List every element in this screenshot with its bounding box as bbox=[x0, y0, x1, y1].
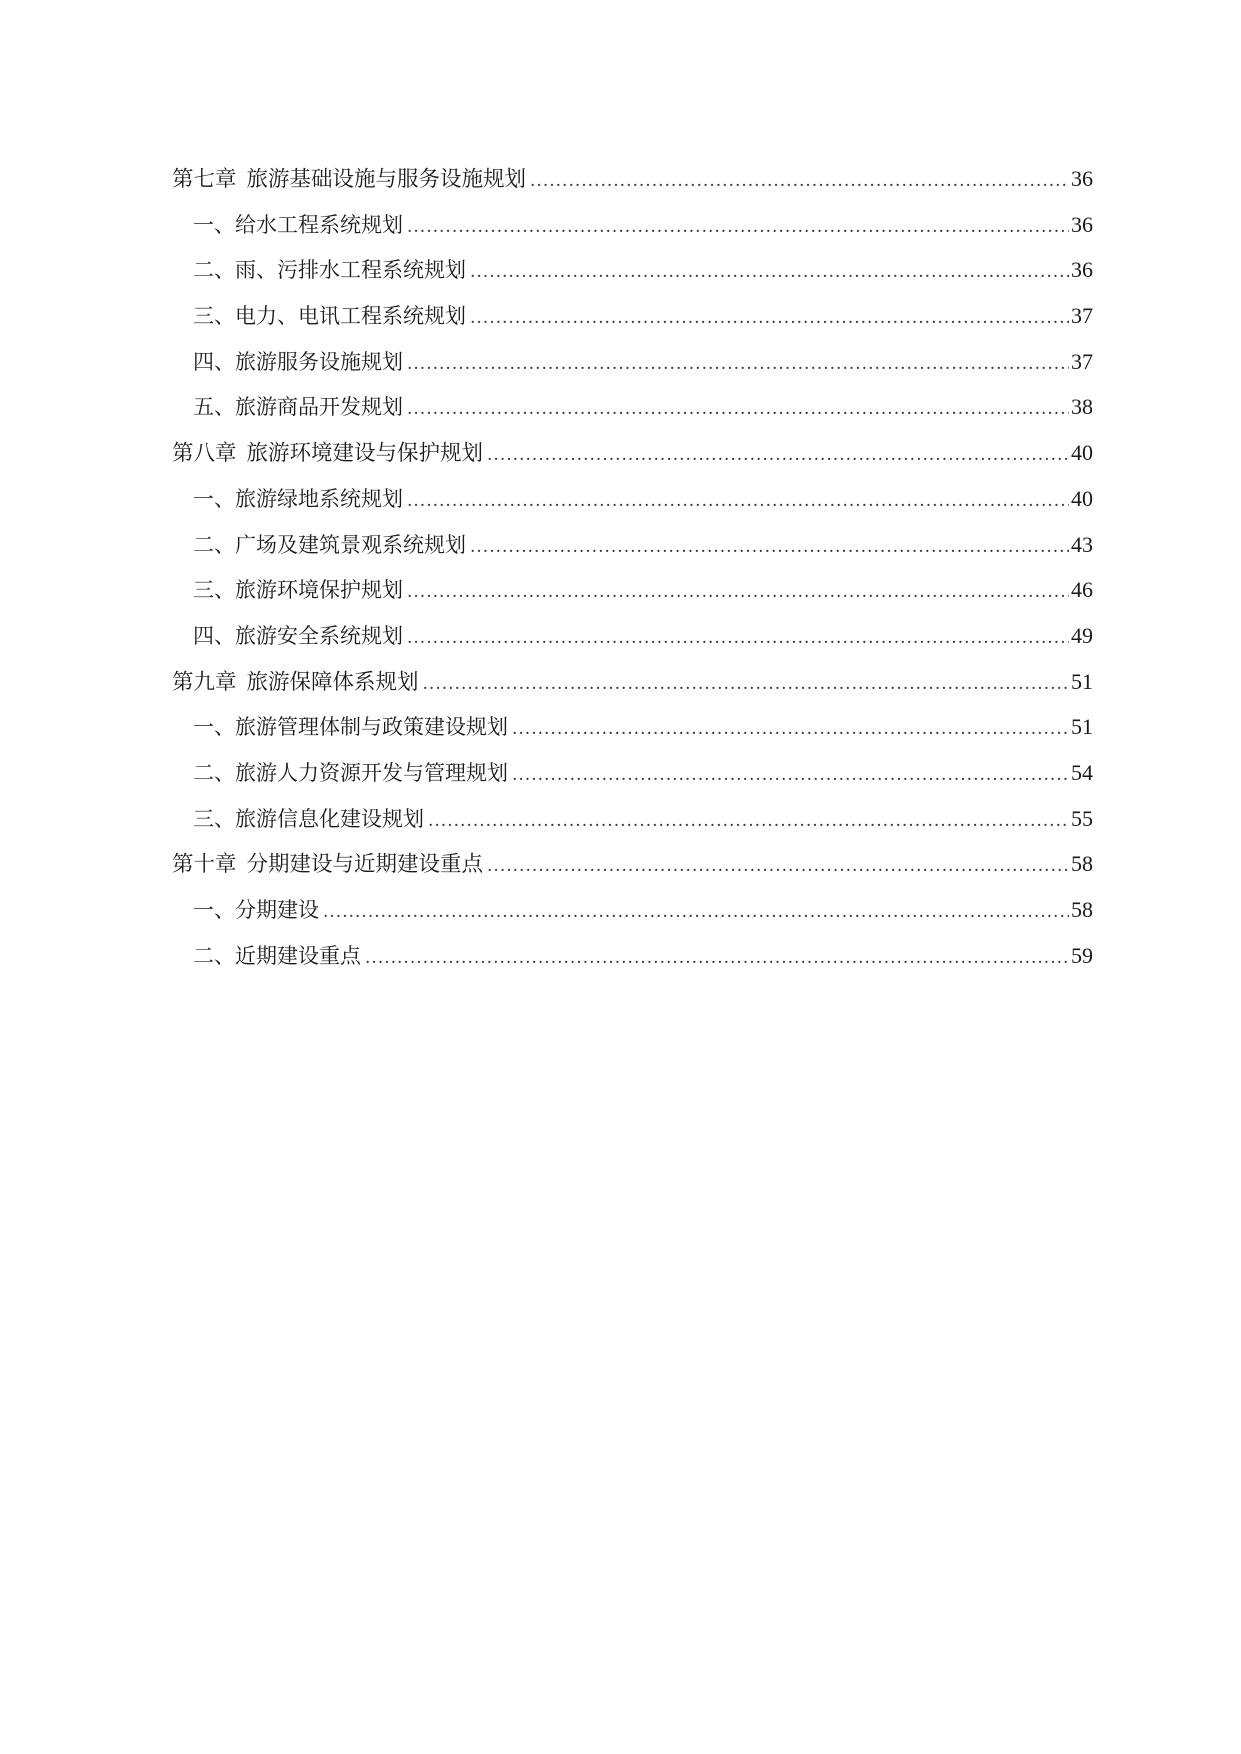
section-title: 五、旅游商品开发规划 bbox=[193, 395, 403, 420]
page-number: 38 bbox=[1071, 394, 1093, 420]
section-title: 一、旅游绿地系统规划 bbox=[193, 486, 403, 511]
toc-section[interactable] bbox=[172, 933, 1093, 979]
section-title: 四、旅游服务设施规划 bbox=[193, 349, 403, 374]
page-number: 55 bbox=[1071, 805, 1093, 831]
page-number: 58 bbox=[1071, 851, 1093, 877]
section-title: 一、分期建设 bbox=[193, 898, 319, 922]
toc-entry-title bbox=[172, 842, 483, 888]
dot-leader bbox=[407, 570, 1069, 616]
dot-leader bbox=[530, 159, 1069, 205]
page-number: 46 bbox=[1071, 577, 1093, 603]
section-title: 一、旅游管理体制与政策建设规划 bbox=[193, 715, 508, 740]
dot-leader bbox=[470, 525, 1069, 571]
toc-chapter-10[interactable] bbox=[172, 841, 1093, 887]
dot-leader bbox=[407, 479, 1069, 525]
page-number: 37 bbox=[1071, 348, 1093, 374]
page-number: 40 bbox=[1071, 485, 1093, 511]
section-title: 二、雨、污排水工程系统规划 bbox=[193, 258, 466, 283]
section-title: 四、旅游安全系统规划 bbox=[193, 623, 403, 648]
toc-chapter-7[interactable] bbox=[172, 156, 1093, 202]
dot-leader bbox=[407, 342, 1069, 388]
dot-leader bbox=[512, 753, 1069, 799]
toc-section[interactable] bbox=[172, 247, 1093, 293]
page-number: 43 bbox=[1071, 531, 1093, 557]
dot-leader bbox=[407, 205, 1069, 251]
toc-section[interactable] bbox=[172, 202, 1093, 248]
chapter-number: 第九章 bbox=[172, 669, 237, 695]
page-number: 54 bbox=[1071, 759, 1093, 785]
toc-section[interactable] bbox=[172, 887, 1093, 933]
dot-leader bbox=[428, 799, 1069, 845]
dot-leader bbox=[512, 707, 1069, 753]
toc-section[interactable] bbox=[172, 384, 1093, 430]
section-title: 二、广场及建筑景观系统规划 bbox=[193, 532, 466, 557]
table-of-contents bbox=[172, 156, 1093, 978]
dot-leader bbox=[407, 387, 1069, 433]
dot-leader bbox=[470, 296, 1069, 342]
page-number: 58 bbox=[1071, 897, 1093, 922]
chapter-title: 旅游环境建设与保护规划 bbox=[246, 441, 484, 467]
section-title: 二、旅游人力资源开发与管理规划 bbox=[193, 760, 508, 785]
toc-section[interactable] bbox=[172, 704, 1093, 750]
page-number: 51 bbox=[1071, 714, 1093, 740]
toc-section[interactable] bbox=[172, 567, 1093, 613]
toc-section[interactable] bbox=[172, 476, 1093, 522]
page-number: 49 bbox=[1071, 622, 1093, 648]
chapter-title: 旅游基础设施与服务设施规划 bbox=[246, 167, 527, 192]
toc-section[interactable] bbox=[172, 339, 1093, 385]
toc-chapter-8[interactable] bbox=[172, 430, 1093, 476]
dot-leader bbox=[323, 890, 1069, 936]
toc-entry-title bbox=[172, 431, 483, 477]
section-title: 一、给水工程系统规划 bbox=[193, 212, 403, 237]
chapter-title: 分期建设与近期建设重点 bbox=[246, 852, 484, 878]
toc-section[interactable] bbox=[172, 293, 1093, 339]
page-number: 51 bbox=[1071, 668, 1093, 694]
dot-leader bbox=[407, 616, 1069, 662]
chapter-number: 第七章 bbox=[172, 167, 237, 192]
page-number: 37 bbox=[1071, 303, 1093, 329]
chapter-number: 第八章 bbox=[172, 441, 237, 467]
dot-leader bbox=[487, 844, 1069, 890]
dot-leader bbox=[487, 433, 1069, 479]
page-number: 40 bbox=[1071, 440, 1093, 466]
page-number: 36 bbox=[1071, 257, 1093, 283]
dot-leader bbox=[423, 662, 1069, 708]
page-number: 36 bbox=[1071, 166, 1093, 191]
chapter-number: 第十章 bbox=[172, 852, 237, 878]
toc-section[interactable] bbox=[172, 796, 1093, 842]
toc-section[interactable] bbox=[172, 750, 1093, 796]
toc-entry-title bbox=[172, 660, 419, 706]
toc-section[interactable] bbox=[172, 613, 1093, 659]
page-number: 59 bbox=[1071, 942, 1093, 968]
section-title: 三、电力、电讯工程系统规划 bbox=[193, 304, 466, 329]
section-title: 二、近期建设重点 bbox=[193, 943, 361, 968]
toc-chapter-9[interactable] bbox=[172, 659, 1093, 705]
section-title: 三、旅游信息化建设规划 bbox=[193, 806, 424, 831]
section-title: 三、旅游环境保护规划 bbox=[193, 578, 403, 603]
dot-leader bbox=[470, 250, 1069, 296]
page-number: 36 bbox=[1071, 211, 1093, 237]
toc-section[interactable] bbox=[172, 522, 1093, 568]
dot-leader bbox=[365, 936, 1069, 982]
toc-entry-title bbox=[172, 157, 526, 203]
chapter-title: 旅游保障体系规划 bbox=[246, 669, 419, 695]
